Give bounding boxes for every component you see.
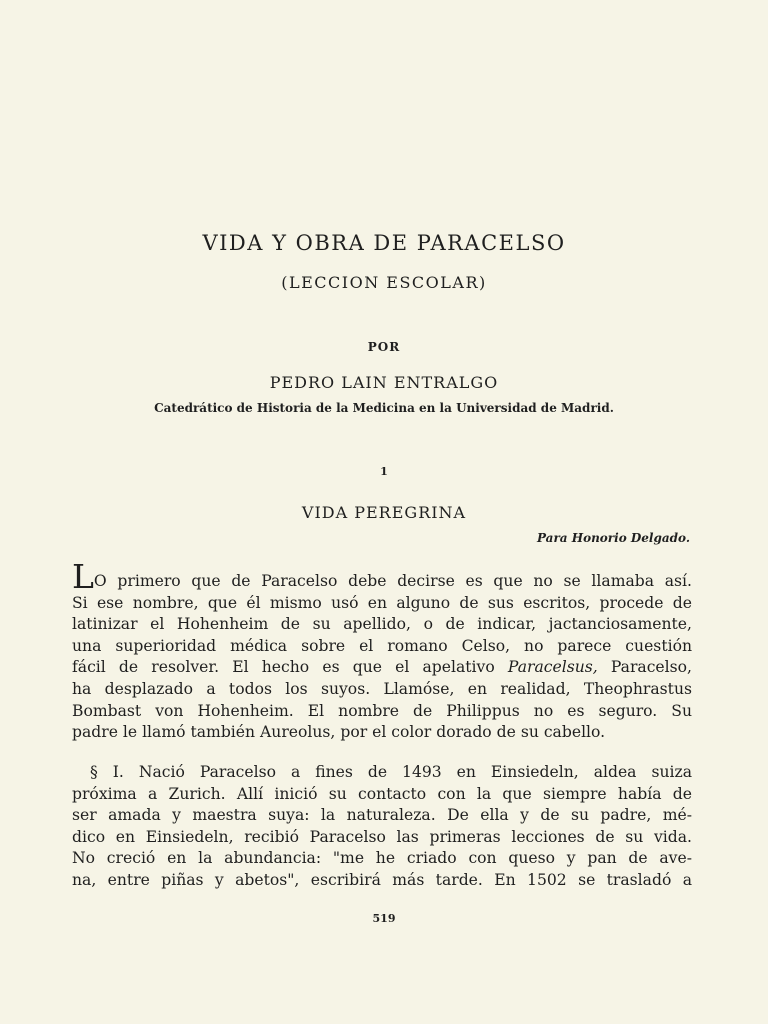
drop-cap: L (72, 557, 94, 596)
italic-term: Paracelsus, (507, 658, 598, 677)
paragraph-line: Bombast von Hohenheim. El nombre de Philippus no es seguro. Su (72, 701, 692, 720)
paragraph-line: próxima a Zurich. Allí inició su contacto con la que siempre había de (72, 784, 692, 803)
dedication: Para Honorio Delgado. (536, 531, 690, 545)
paragraph-line: dico en Einsiedeln, recibió Paracelso las primeras lecciones de su vida. (72, 827, 692, 846)
paragraph-line: ha desplazado a todos los suyos. Llamóse, en realidad, Theophrastus (72, 679, 692, 698)
article-subtitle: (LECCION ESCOLAR) (281, 273, 487, 292)
paragraph-line: ser amada y maestra suya: la naturaleza. De ella y de su padre, mé- (72, 806, 692, 825)
author-name: PEDRO LAIN ENTRALGO (269, 373, 499, 392)
paragraph-line: § I. Nació Paracelso a fines de 1493 en Einsiedeln, aldea suiza (90, 763, 692, 781)
paragraph-line: No creció en la abundancia: "me he criado con queso y pan de ave- (72, 849, 692, 868)
paragraph-line: fácil de resolver. El hecho es que el apelativo Paracelsus, Paracelso, (72, 658, 692, 677)
paragraph-line: una superioridad médica sobre el romano Celso, no parece cuestión (72, 636, 692, 655)
section-number: 1 (380, 465, 388, 478)
article-title: VIDA Y OBRA DE PARACELSO (202, 231, 566, 255)
author-affiliation: Catedrático de Historia de la Medicina en la Universidad de Madrid. (154, 401, 614, 415)
paragraph-2 (72, 762, 692, 892)
section-title: VIDA PEREGRINA (301, 503, 467, 522)
paragraph-line: Si ese nombre, que él mismo usó en alguno de sus escritos, procede de (72, 593, 692, 612)
paragraph-line: na, entre piñas y abetos", escribirá más tarde. En 1502 se trasladó a (72, 870, 692, 889)
paragraph-1 (72, 557, 692, 744)
page-number: 519 (372, 912, 396, 925)
byline-label: POR (367, 340, 401, 354)
paragraph-line: latinizar el Hohenheim de su apellido, o de indicar, jactanciosamente, (72, 615, 692, 634)
paragraph-line: padre le llamó también Aureolus, por el color dorado de su cabello. (72, 723, 606, 742)
paragraph-line: LO primero que de Paracelso debe decirse es que no se llamaba así. (72, 557, 692, 596)
